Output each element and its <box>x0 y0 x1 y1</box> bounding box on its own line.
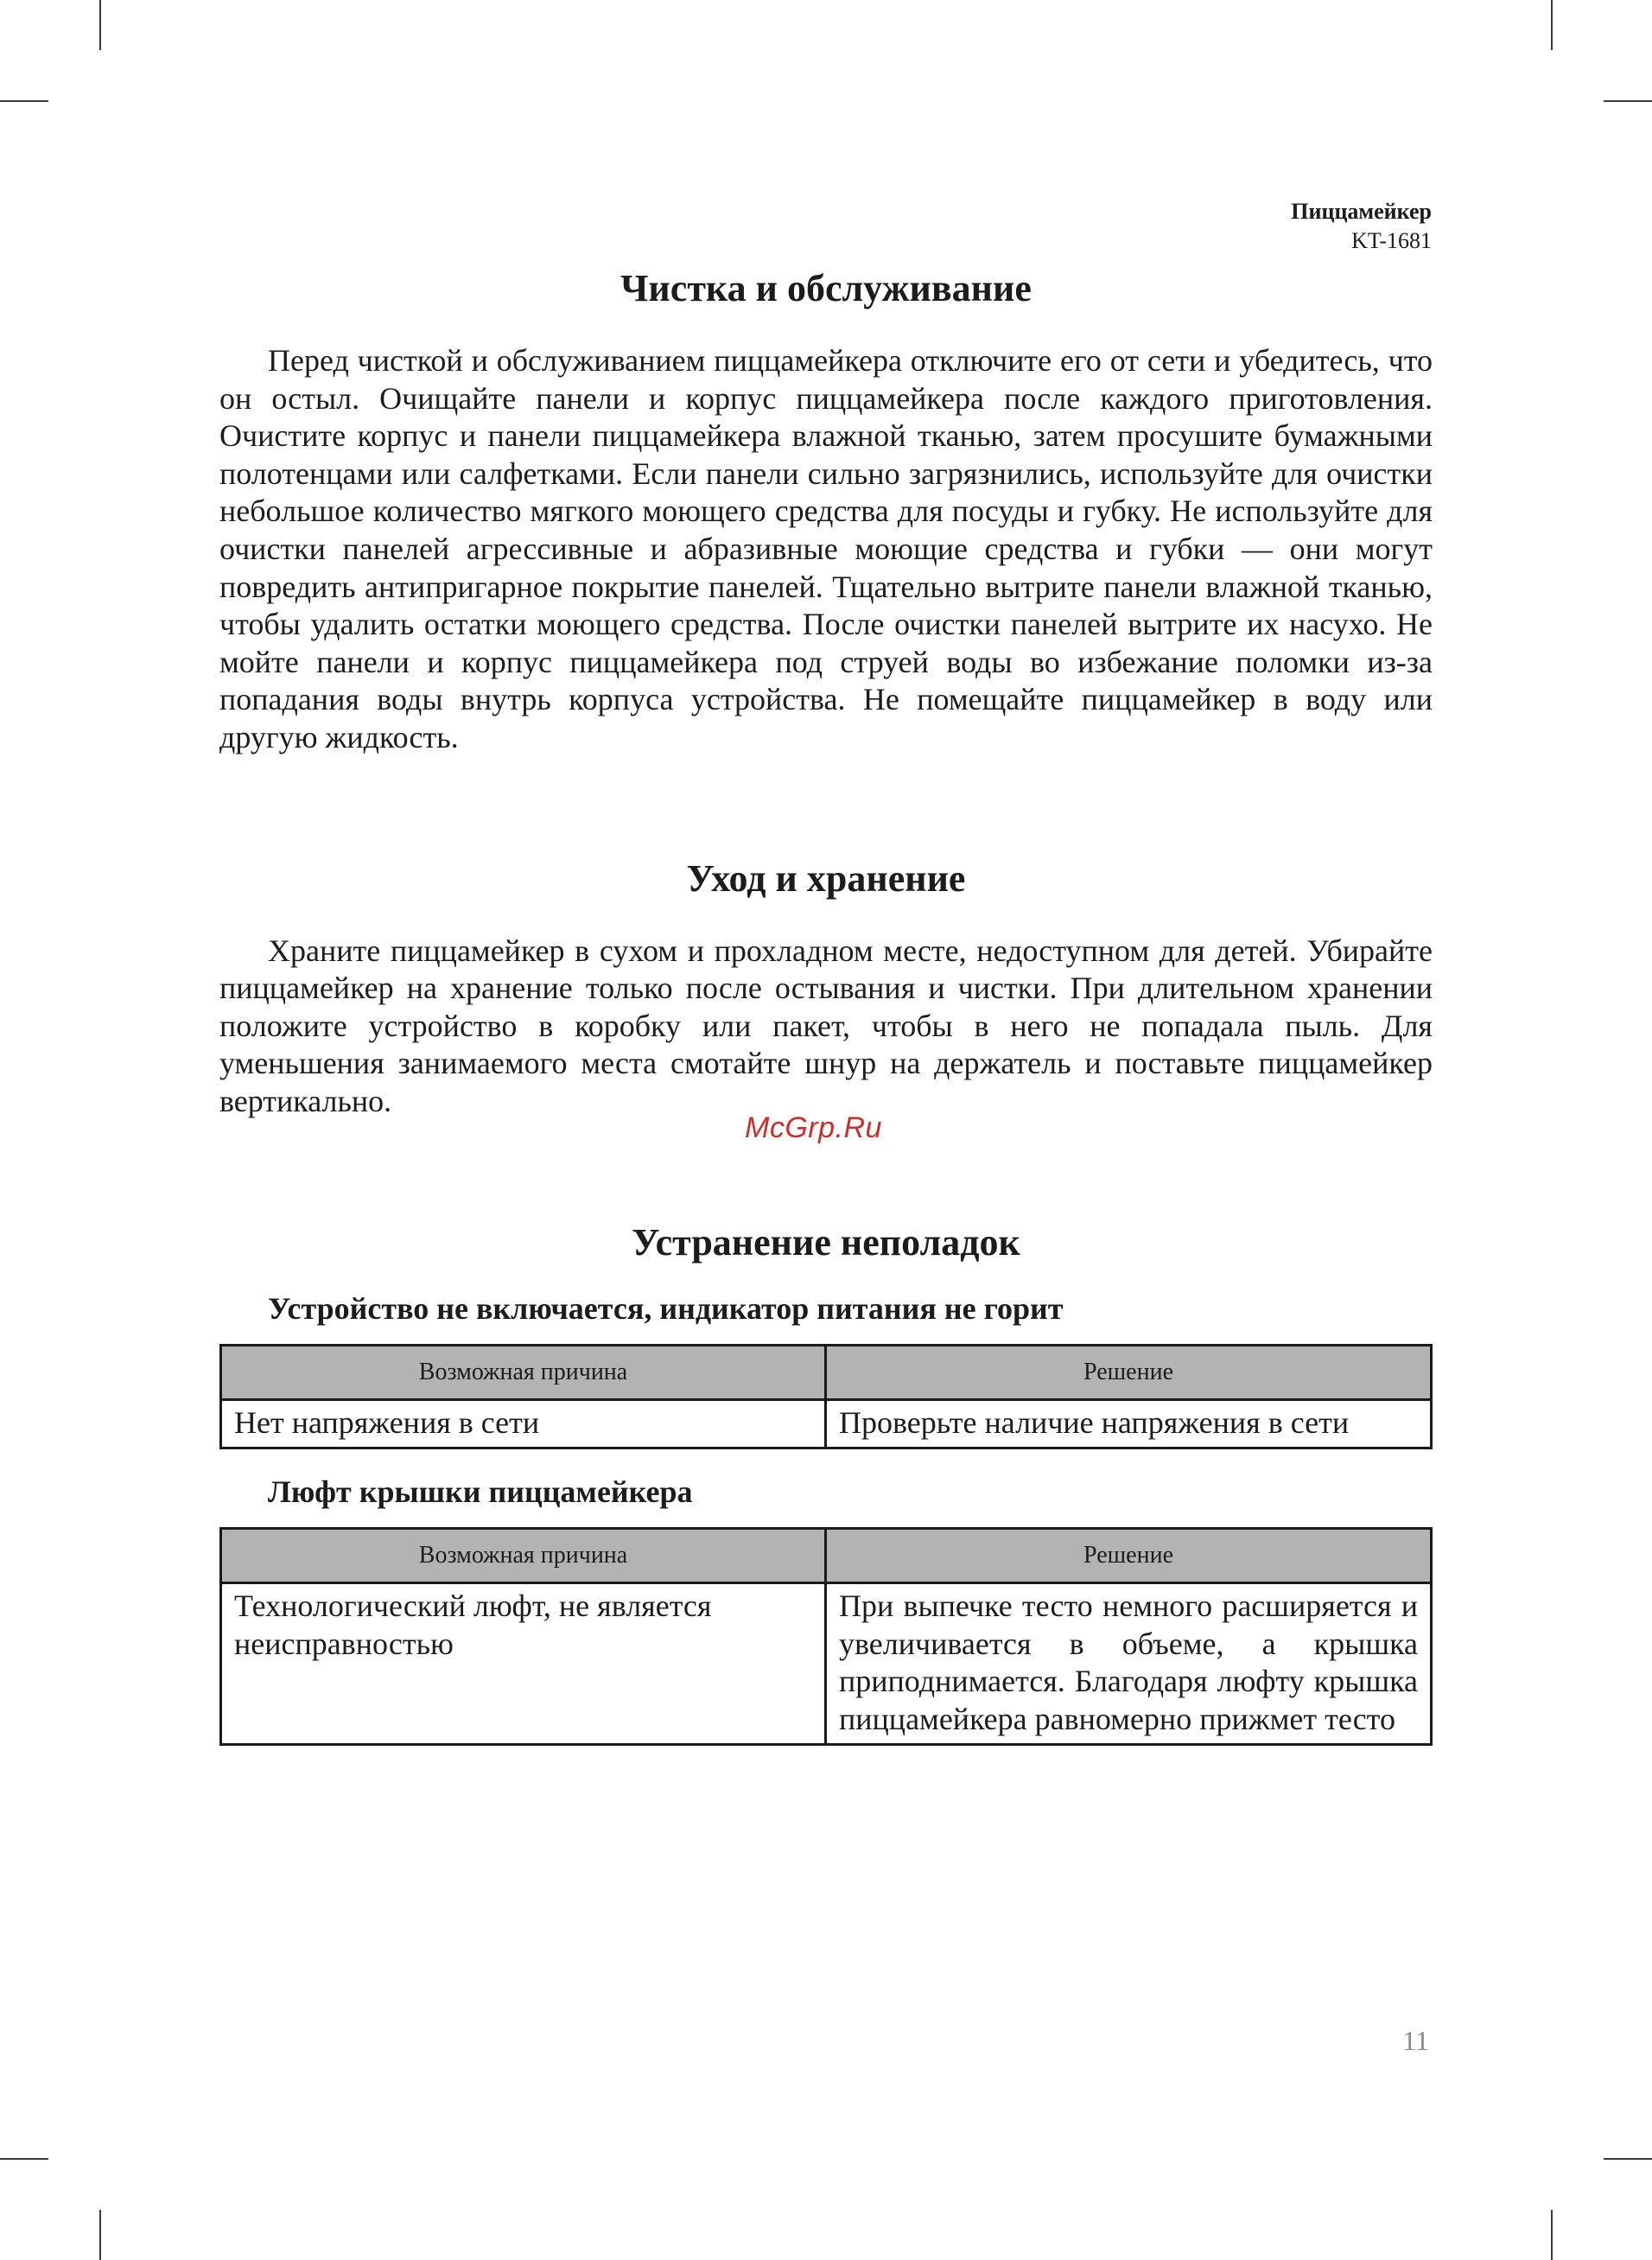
column-header-solution: Решение <box>826 1529 1432 1583</box>
storage-paragraph: Храните пиццамейкер в сухом и прохладном месте, недоступном для детей. Убирайте пиццамейкер на хранение только после остывания и чистки. При длительном хранении положите устройство в коробку или пакет, чтобы в него не попадала пыль. Для уменьшения занимаемого места смотайте шнур на держатель и поставьте пиццамейкер вертикально. <box>219 933 1433 1118</box>
crop-mark-left-top <box>0 100 48 102</box>
troubleshooting-table-no-power <box>219 1344 1433 1450</box>
column-header-cause: Возможная причина <box>221 1345 826 1399</box>
crop-mark-right-bottom <box>1604 2158 1652 2160</box>
watermark-logo: McGrp.Ru <box>745 1111 882 1144</box>
crop-mark-top-left <box>99 0 101 50</box>
problem-heading-no-power: Устройство не включается, индикатор питания не горит <box>268 1290 1064 1326</box>
crop-mark-bottom-right <box>1551 2210 1553 2260</box>
header-product-name: Пиццамейкер <box>1291 199 1432 224</box>
header-model-number: KT-1681 <box>1351 228 1432 253</box>
table-header-row <box>221 1345 1432 1399</box>
table-header-row <box>221 1529 1432 1583</box>
section-title-troubleshooting: Устранение неполадок <box>632 1220 1020 1264</box>
crop-mark-right-top <box>1604 100 1652 102</box>
table-row <box>221 1583 1432 1745</box>
crop-mark-left-bottom <box>0 2158 48 2160</box>
column-header-solution: Решение <box>826 1345 1432 1399</box>
crop-mark-top-right <box>1551 0 1553 50</box>
table-row <box>221 1399 1432 1448</box>
troubleshooting-table-lid-play <box>219 1527 1433 1746</box>
column-header-cause: Возможная причина <box>221 1529 826 1583</box>
cause-cell: Нет напряжения в сети <box>221 1399 826 1448</box>
solution-cell: Проверьте наличие напряжения в сети <box>826 1399 1432 1448</box>
cleaning-paragraph: Перед чисткой и обслуживанием пиццамейкера отключите его от сети и убедитесь, что он остыл. Очищайте панели и корпус пиццамейкера после каждого приготовления. Очистите корпус и панели пиццамейкера влажной тканью, затем просушите бумажными полотенцами или салфетками. Если панели сильно загрязнились, используйте для очистки небольшое количество мягкого моющего средства для посуды и губку. Не используйте для очистки панелей агрессивные и абразивные моющие средства и губки — они могут повредить антипригарное покрытие панелей. Тщательно вытрите панели влажной тканью, чтобы удалить остатки моющего средства. После очистки панелей вытрите их насухо. Не мойте панели и корпус пиццамейкера под струей воды во избежание поломки из-за попадания воды внутрь корпуса устройства. Не помещайте пиццамейкер в воду или другую жидкость. <box>219 343 1433 754</box>
page-content <box>219 259 1433 1746</box>
solution-cell: При выпечке тесто немного расширяется и увеличивается в объеме, а крышка приподнимается. Благодаря люфту крышка пиццамейкера равномерно прижмет тесто <box>826 1583 1432 1745</box>
problem-heading-lid-play: Люфт крышки пиццамейкера <box>268 1474 693 1510</box>
section-title-storage: Уход и хранение <box>686 856 966 900</box>
page-number: 11 <box>1402 2025 1429 2056</box>
running-header <box>1291 197 1432 256</box>
section-title-cleaning: Чистка и обслуживание <box>620 267 1032 309</box>
crop-mark-bottom-left <box>99 2210 101 2260</box>
cause-cell: Технологический люфт, не является неисправностью <box>221 1583 826 1745</box>
